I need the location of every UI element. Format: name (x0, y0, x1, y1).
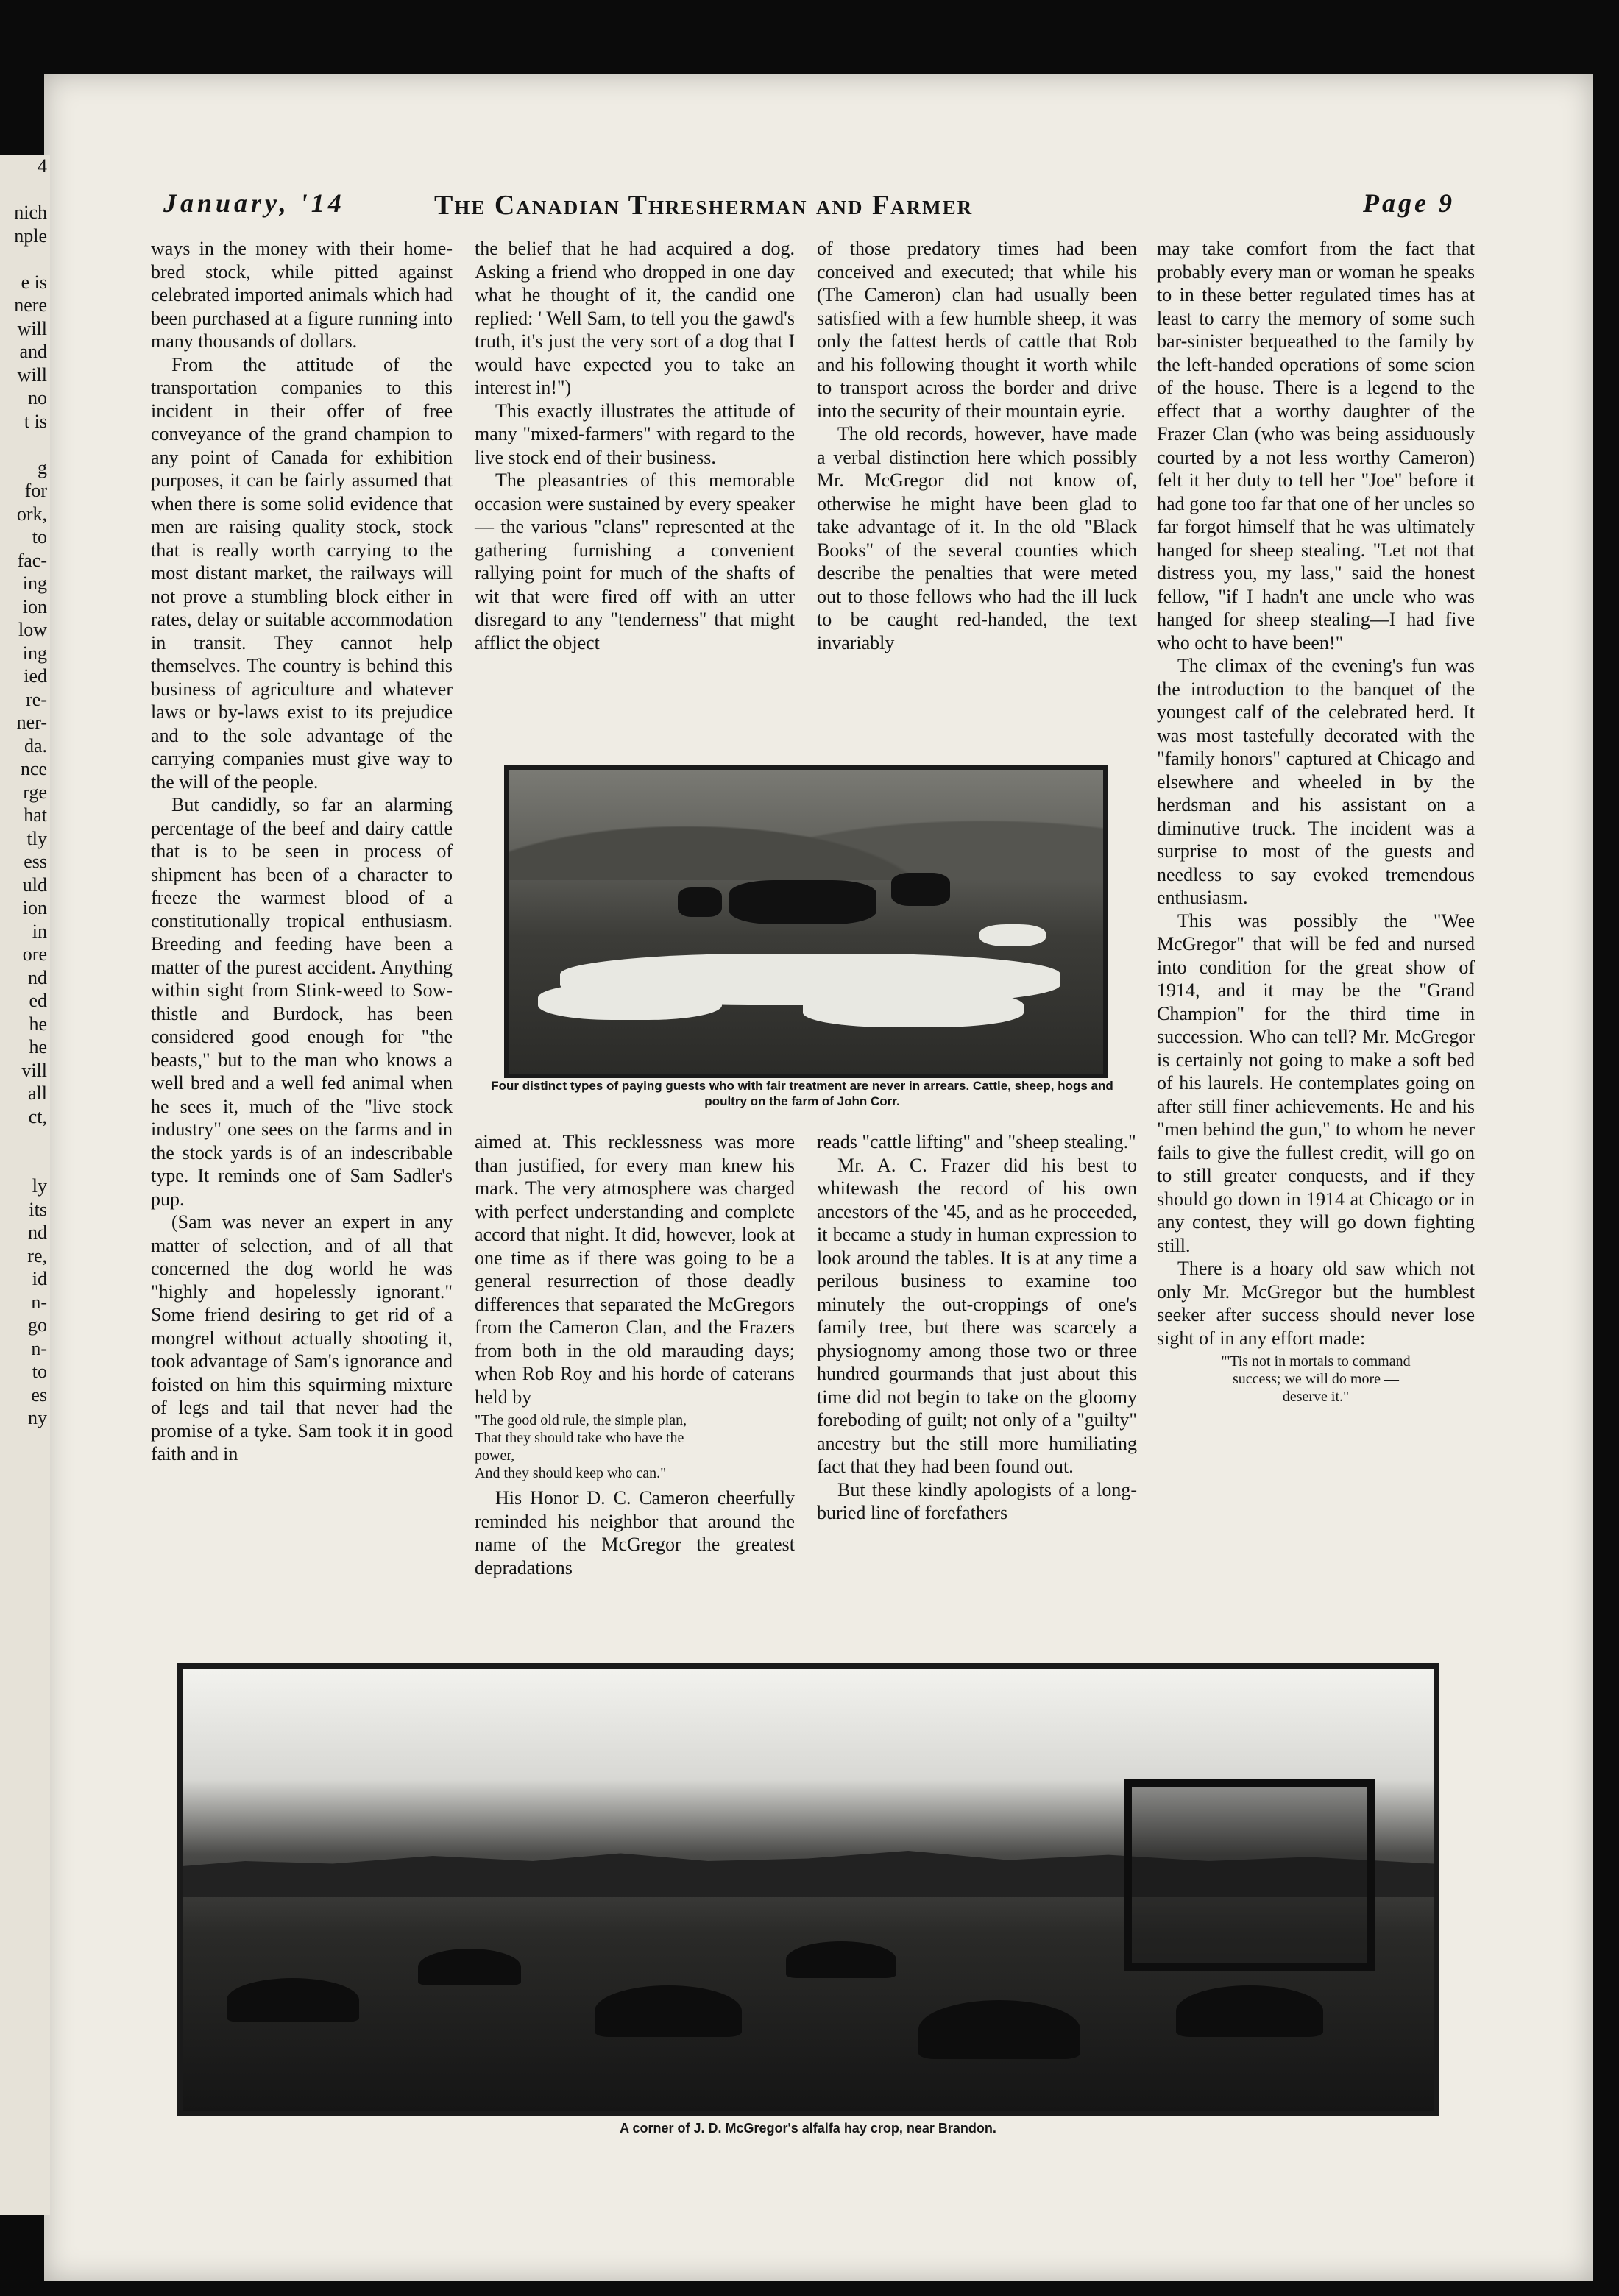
issue-date: January, '14 (163, 188, 345, 218)
previous-page-text: 4 nich nple e is nere will and will no t is g for ork, to fac- ing ion low ing ied re- ner- da. nce rge hat tly ess uld ion in ore nd ed he he vill all ct, ly its nd re, id n- go n- to es ny (14, 155, 47, 1428)
photo-sheep (803, 991, 1024, 1027)
column-2-top (475, 237, 795, 654)
paragraph: the belief that he had acquired a dog. Asking a friend who dropped in one day what he thought of it, the candid one replied: ' Well Sam, to tell you the gawd's truth, it's just the very sort of a dog that I would have expected you to take an interest in!") (475, 238, 795, 398)
paragraph: of those predatory times had been conceived and executed; that while his (The Cameron) clan had usually been satisfied with a few humble sheep, it was only the fattest herds of cattle that Rob and his following thought it worth while to transport across the border and drive into the security of their mountain eyrie. (817, 238, 1137, 422)
paragraph: There is a hoary old saw which not only Mr. McGregor but the humblest seeker after success should never lose sight of in any effort made: (1157, 1258, 1475, 1349)
paragraph: This was possibly the "Wee McGregor" that will be fed and nursed into condition for the great show of 1914, and it may be the "Grand Champion" for the third time in succession. Who can tell? Mr. McGregor is certainly not going to make a soft bed of his laurels. He contemplates going on after still finer achievements. He and his "men behind the gun," to whom he never fails to give the fullest credit, will go on to still greater conquests, and if they should go down in 1914 at Chicago or in any contest, they will go down fighting still. (1157, 910, 1475, 1256)
column-3-top (817, 237, 1137, 654)
photo-sheep (979, 924, 1046, 946)
column-4 (1157, 237, 1475, 1409)
publication-title: The Canadian Thresherman and Farmer (434, 190, 974, 221)
photo-cattle (729, 880, 876, 924)
column-3-bottom (817, 1130, 1137, 1525)
photo-hay-rack (1124, 1779, 1375, 1971)
paragraph: From the attitude of the transportation companies to this incident in their offer of free conveyance of the grand champion to any point of Canada for exhibition purposes, it can be fairly assumed that when there is some solid evidence that men are raising quality stock, stock that is really worth carrying to the most distant market, the railways will not prove a stumbling block either in rates, delay or suitable accommodation in transit. They cannot help themselves. The country is behind this business of agriculture and whatever laws or by-laws exist to its prejudice and to the sole advantage of the carrying companies must give way to the will of the people. (151, 353, 453, 793)
paragraph: The old records, however, have made a verbal distinction here which possibly Mr. McGregor did not know of, otherwise he might have been glad to take advantage of it. In the old "Black Books" of the several counties which describe the penalties that were meted out to those fellows who had the ill luck to be caught red-handed, the text invariably (817, 423, 1137, 653)
paragraph: ways in the money with their home-bred stock, while pitted against celebrated imported animals which had been purchased at a figure running into many thousands of dollars. (151, 238, 453, 352)
page-header (163, 188, 1455, 224)
paragraph: The pleasantries of this memorable occasion were sustained by every speaker — the various "clans" represented at the gathering furnishing a convenient rallying point for much of the shafts of wit that were fired off with an utter disregard to any "tenderness" that might afflict the object (475, 470, 795, 653)
paragraph: The climax of the evening's fun was the introduction to the banquet of the youngest calf of the celebrated herd. It was most tastefully decorated with the "family honors" captured at Chicago and elsewhere and wheeled in by the herdsman and his assistant on a diminutive truck. The incident was a surprise to most of the guests and needless to say evoked tremendous enthusiasm. (1157, 655, 1475, 908)
quoted-verse: "The good old rule, the simple plan, That they should take who have the power, And they should keep who can." (475, 1412, 687, 1481)
paragraph: reads "cattle lifting" and "sheep stealing." (817, 1131, 1136, 1152)
photo-cattle (678, 887, 722, 917)
previous-page-edge (0, 155, 50, 2215)
paragraph: Mr. A. C. Frazer did his best to whitewash the record of his own ancestors of the '45, and as he proceeded, it became a study in human expression to look around the tables. It is at any time a perilous business to examine too minutely the out-croppings of one's family tree, but there was scarcely a physiognomy among those two or three hundred gourmands that just about this time did not begin to take on the gloomy foreboding of guilt; not only of a "guilty" ancestry but the still more humiliating fact that they had been found out. (817, 1154, 1137, 1477)
hay-crop-photo (177, 1663, 1439, 2116)
photo-haycock (227, 1978, 359, 2022)
paragraph: But these kindly apologists of a long-buried line of forefathers (817, 1478, 1137, 1523)
page-number: Page 9 (1363, 188, 1455, 218)
photo-cattle (891, 873, 950, 906)
column-1 (151, 237, 453, 1466)
hay-crop-photo-caption: A corner of J. D. McGregor's alfalfa hay crop, near Brandon. (620, 2121, 996, 2136)
photo-hills (509, 770, 1103, 880)
livestock-photo-caption: Four distinct types of paying guests who with fair treatment are never in arrears. Cattle, sheep, hogs and poultry on the farm of John Corr. (491, 1079, 1113, 1108)
paragraph: But candidly, so far an alarming percentage of the beef and dairy cattle that is to be seen in process of shipment has been of a character to freeze the warmest blood of a constitutionally tropical enthusiasm. Breeding and feeding have been a matter of the purest accident. Anything within sight from Stink-weed to Sow-thistle and Burdock, has been considered good enough for "the beasts," but to the man who knows a well bred and a well fed animal when he sees it, much of the "live stock industry" one sees on the farms and in the stock yards is of an indescribable type. It reminds one of Sam Sadler's pup. (151, 794, 453, 1210)
photo-haycock (1176, 1985, 1323, 2037)
paragraph: This exactly illustrates the attitude of many "mixed-farmers" with regard to the live stock end of their business. (475, 400, 795, 468)
paragraph: (Sam was never an expert in any matter of selection, and of all that concerned the dog world he was "highly and hopelessly ignorant." Some friend desiring to get rid of a mongrel without actually shooting it, took advantage of Sam's ignorance and foisted on him this squirming mixture of legs and tail that never had the promise of a tyke. Sam took it in good faith and in (151, 1211, 453, 1464)
paragraph: may take comfort from the fact that probably every man or woman he speaks to in these better regulated times has at least to carry the memory of some such bar-sinister bequeathed to the family by the left-handed operations of some scion of the house. There is a legend to the effect that a worthy daughter of the Frazer Clan (who was being assiduously courted by a not less worthy Cameron) felt it her duty to tell her "Joe" before it had gone too far that one of her uncles so far forgot himself that he was ultimately hanged for sheep stealing. "Let not that distress you, my lass," said the honest fellow, "if I hadn't ane uncle who was hanged for sheep stealing—I had five who ocht to have been!" (1157, 238, 1475, 653)
photo-haycock (595, 1985, 742, 2037)
column-2-bottom (475, 1130, 795, 1579)
closing-quote: "'Tis not in mortals to command success; we will do more — deserve it." (1221, 1353, 1411, 1405)
paragraph: His Honor D. C. Cameron cheerfully reminded his neighbor that around the name of the McGregor the greatest depradations (475, 1487, 795, 1578)
photo-haycock (918, 2000, 1080, 2059)
photo-haycock (786, 1941, 896, 1978)
livestock-photo (504, 765, 1108, 1078)
paragraph: aimed at. This recklessness was more than justified, for every man knew his mark. The very atmosphere was charged with perfect understanding and complete accord that night. It did, however, look at one time as if there was going to be a general resurrection of those deadly differences that separated the McGregors from the Cameron Clan, and the Frazers from both in the old marauding days; when Rob Roy and his horde of caterans held by (475, 1131, 795, 1408)
photo-haycock (418, 1949, 521, 1985)
photo-sheep (538, 983, 722, 1020)
